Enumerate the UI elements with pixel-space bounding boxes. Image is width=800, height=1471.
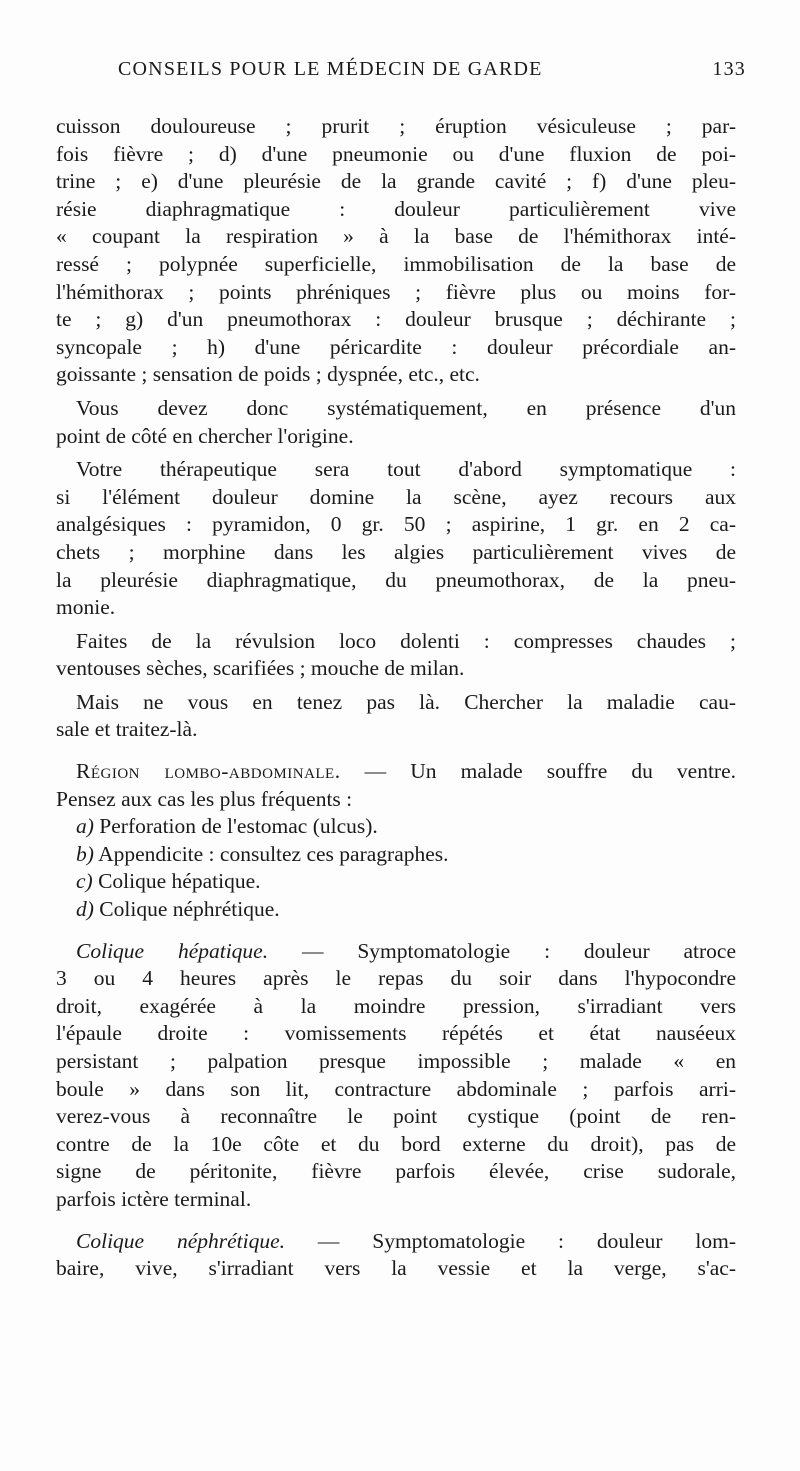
text-line: résie diaphragmatique : douleur particulièrement vive: [56, 196, 736, 221]
text-line: point de côté en chercher l'origine.: [56, 423, 354, 448]
text-line: l'épaule droite : vomissements répétés et état nauséeux: [56, 1021, 736, 1046]
running-header: [118, 58, 746, 92]
list-text: Appendicite : consultez ces paragraphes.: [93, 841, 449, 866]
section-lead: — Symptomatologie : douleur lom-: [285, 1228, 736, 1253]
paragraph: [56, 628, 736, 683]
list-item: [56, 841, 736, 869]
paragraph: [56, 113, 736, 389]
list-text: Colique hépatique.: [92, 869, 261, 894]
list-text: Perforation de l'estomac (ulcus).: [93, 814, 378, 839]
text-line: Vous devez donc systématiquement, en présence d'un: [76, 395, 736, 420]
text-line: [56, 1228, 736, 1256]
text-line: ventouses sèches, scarifiées ; mouche de milan.: [56, 656, 465, 681]
list-item: [56, 896, 736, 924]
text-line: la pleurésie diaphragmatique, du pneumothorax, de la pneu-: [56, 567, 736, 592]
text-line: chets ; morphine dans les algies particulièrement vives de: [56, 539, 736, 564]
text-line: goissante ; sensation de poids ; dyspnée, etc., etc.: [56, 362, 480, 387]
text-line: cuisson douloureuse ; prurit ; éruption vésiculeuse ; par-: [56, 114, 736, 138]
text-line: Faites de la révulsion loco dolenti : compresses chaudes ;: [76, 628, 736, 653]
list-item: [56, 868, 736, 896]
text-line: baire, vive, s'irradiant vers la vessie et la verge, s'ac-: [56, 1256, 736, 1281]
text-line: si l'élément douleur domine la scène, ayez recours aux: [56, 484, 736, 509]
text-line: droit, exagérée à la moindre pression, s'irradiant vers: [56, 993, 736, 1018]
text-line: parfois ictère terminal.: [56, 1186, 252, 1211]
paragraph: [56, 456, 736, 622]
text-line: [56, 938, 736, 966]
section-lead: — Un malade souffre du ventre.: [340, 759, 736, 784]
list-letter: a): [76, 814, 94, 839]
paragraph: [56, 395, 736, 450]
list-letter: c): [76, 869, 93, 894]
list-text: Colique néphrétique.: [93, 897, 280, 922]
section-colique-hepatique: [56, 938, 736, 1214]
page-body: [56, 113, 736, 1283]
text-line: analgésiques : pyramidon, 0 gr. 50 ; aspirine, 1 gr. en 2 ca-: [56, 512, 736, 537]
text-line: monie.: [56, 595, 116, 620]
text-line: fois fièvre ; d) d'une pneumonie ou d'une fluxion de poi-: [56, 141, 736, 166]
section-lombo-abdominale: [56, 758, 736, 924]
text-line: te ; g) d'un pneumothorax : douleur brusque ; déchirante ;: [56, 307, 736, 332]
running-title: CONSEILS POUR LE MÉDECIN DE GARDE: [118, 58, 543, 80]
text-line: Mais ne vous en tenez pas là. Chercher la maladie cau-: [76, 689, 736, 714]
list-item: [56, 813, 736, 841]
text-line: « coupant la respiration » à la base de l'hémithorax inté-: [56, 224, 736, 249]
text-line: contre de la 10e côte et du bord externe du droit), pas de: [56, 1131, 736, 1156]
text-line: 3 ou 4 heures après le repas du soir dans l'hypocondre: [56, 966, 736, 991]
section-heading: Colique hépatique.: [76, 938, 269, 963]
paragraph: [56, 689, 736, 744]
text-line: sale et traitez-là.: [56, 717, 198, 742]
text-line: trine ; e) d'une pleurésie de la grande cavité ; f) d'une pleu-: [56, 169, 736, 194]
page-number: 133: [712, 58, 746, 80]
text-line: verez-vous à reconnaître le point cystique (point de ren-: [56, 1104, 736, 1129]
text-line: ressé ; polypnée superficielle, immobilisation de la base de: [56, 251, 736, 276]
text-line: [56, 758, 736, 786]
section-lead: — Symptomatologie : douleur atroce: [268, 938, 736, 963]
section-heading: Colique néphrétique.: [76, 1228, 286, 1253]
text-line: signe de péritonite, fièvre parfois élevée, crise sudorale,: [56, 1159, 736, 1184]
text-line: Votre thérapeutique sera tout d'abord symptomatique :: [76, 457, 736, 482]
text-line: l'hémithorax ; points phréniques ; fièvre plus ou moins for-: [56, 279, 736, 304]
text-line: Pensez aux cas les plus fréquents :: [56, 786, 353, 811]
section-colique-nephretique: [56, 1228, 736, 1283]
list-letter: d): [76, 897, 94, 922]
text-line: boule » dans son lit, contracture abdominale ; parfois arri-: [56, 1076, 736, 1101]
list-letter: b): [76, 841, 94, 866]
text-line: syncopale ; h) d'une péricardite : douleur précordiale an-: [56, 334, 736, 359]
section-heading: Région lombo-abdominale.: [76, 759, 341, 784]
text-line: persistant ; palpation presque impossible ; malade « en: [56, 1049, 736, 1073]
